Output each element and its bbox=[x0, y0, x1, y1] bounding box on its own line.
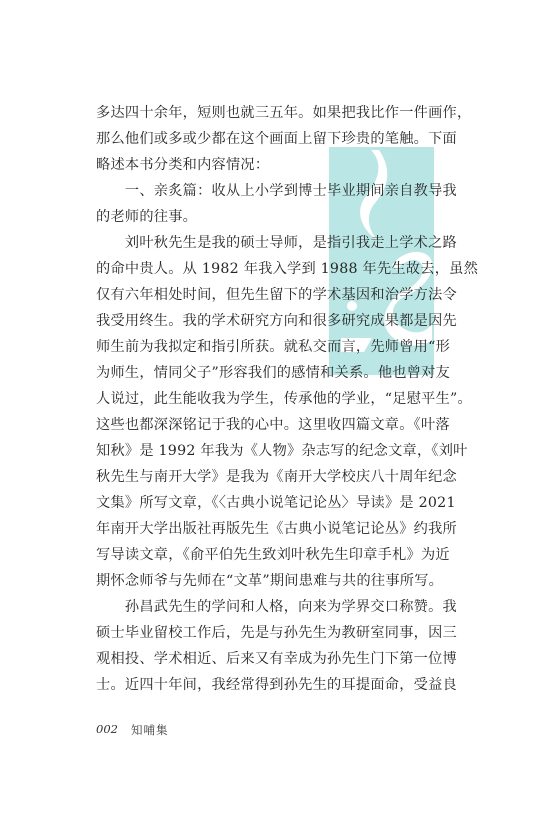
text-line: 一、亲炙篇：收从上小学到博士毕业期间亲自教导我 bbox=[96, 183, 457, 199]
text-line: 观相投、学术相近、后来又有幸成为孙先生门下第一位博 bbox=[96, 651, 457, 667]
text-line: 这些也都深深铭记于我的心中。这里收四篇文章。《叶落 bbox=[96, 417, 450, 433]
text-line: 写导读文章，《俞平伯先生致刘叶秋先生印章手札》为近 bbox=[96, 547, 450, 563]
text-line: 文集》所写文章，《〈古典小说笔记论丛〉导读》是 2021 bbox=[96, 495, 456, 511]
text-line: 为师生，情同父子”形容我们的感情和关系。他也曾对友 bbox=[96, 365, 451, 381]
text-line: 知秋》是 1992 年我为《人物》杂志写的纪念文章，《刘叶 bbox=[96, 443, 468, 459]
text-line: 孙昌武先生的学问和人格，向来为学界交口称赞。我 bbox=[96, 599, 457, 615]
page-number: 002 bbox=[96, 722, 118, 736]
text-line: 的命中贵人。从 1982 年我入学到 1988 年先生故去，虽然 bbox=[96, 261, 479, 277]
text-line: 人说过，此生能收我为学生，传承他的学业，“足慰平生”。 bbox=[96, 391, 472, 407]
text-line: 师生前为我拟定和指引所获。就私交而言，先师曾用“形 bbox=[96, 339, 451, 355]
text-line: 硕士毕业留校工作后，先是与孙先生为教研室同事，因三 bbox=[96, 625, 457, 641]
text-line: 仅有六年相处时间，但先生留下的学术基因和治学方法令 bbox=[96, 287, 457, 303]
text-line: 那么他们或多或少都在这个画面上留下珍贵的笔触。下面 bbox=[96, 131, 457, 147]
text-line: 士。近四十年间，我经常得到孙先生的耳提面命，受益良 bbox=[96, 677, 457, 693]
text-line: 略述本书分类和内容情况： bbox=[96, 157, 270, 173]
text-line: 秋先生与南开大学》是我为《南开大学校庆八十周年纪念 bbox=[96, 469, 457, 485]
text-line: 我受用终生。我的学术研究方向和很多研究成果都是因先 bbox=[96, 313, 457, 329]
running-book-title: 知哺集 bbox=[131, 723, 169, 737]
text-line: 多达四十余年，短则也就三五年。如果把我比作一件画作， bbox=[96, 105, 472, 121]
text-line: 期怀念师爷与先师在“文革”期间患难与共的往事所写。 bbox=[96, 573, 444, 589]
text-line: 的老师的往事。 bbox=[96, 209, 198, 225]
text-line: 刘叶秋先生是我的硕士导师，是指引我走上学术之路 bbox=[96, 235, 457, 251]
text-line: 年南开大学出版社再版先生《古典小说笔记论丛》约我所 bbox=[96, 521, 457, 537]
